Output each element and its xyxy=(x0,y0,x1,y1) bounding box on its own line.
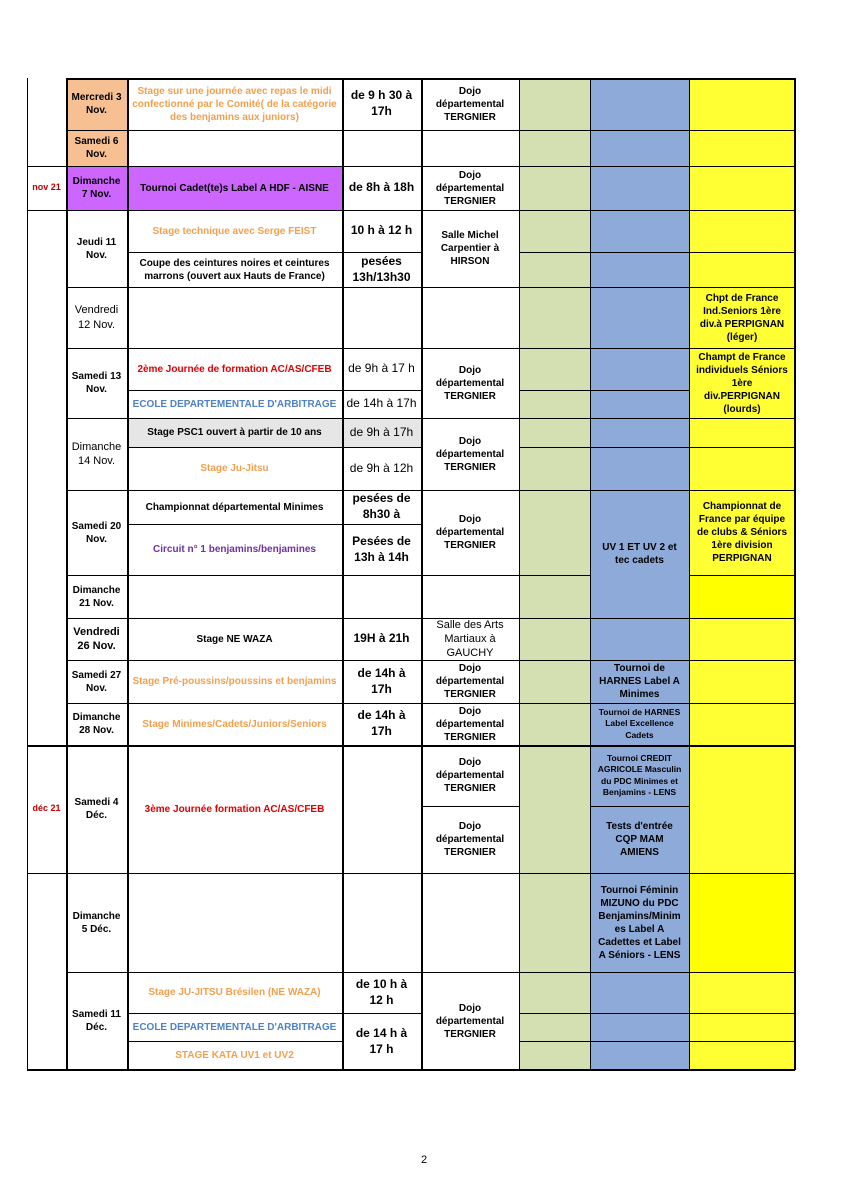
time-10: Pesées de 13h à 14h xyxy=(352,533,411,564)
int-cell xyxy=(689,660,795,703)
date-sam27: Samedi 27 Nov. xyxy=(71,669,122,694)
grid-line xyxy=(27,210,795,211)
event-cell xyxy=(127,130,342,166)
date-dim7: Dimanche 7 Nov. xyxy=(66,166,127,210)
event-17: STAGE KATA UV1 et UV2 xyxy=(175,1050,294,1061)
date-sam4: Samedi 4 Déc. xyxy=(74,797,119,821)
place-cell xyxy=(421,130,519,166)
nat-cell xyxy=(519,575,590,618)
time-cell xyxy=(342,745,421,873)
grid-line xyxy=(27,745,795,747)
event-8: Stage Ju-Jitsu xyxy=(200,463,269,474)
grid-line xyxy=(66,618,795,619)
time-3: 10 h à 12 h xyxy=(350,223,413,238)
nat-cell xyxy=(519,210,590,252)
int-cell xyxy=(689,575,795,618)
grid-line xyxy=(27,166,795,167)
reg-5: Tests d'entrée CQP MAM AMIENS xyxy=(590,806,689,873)
date-ven26: Vendredi 26 Nov. xyxy=(73,625,120,652)
event-9: Championnat départemental Minimes xyxy=(145,501,324,513)
grid-line xyxy=(27,78,28,1070)
reg-cell xyxy=(590,166,689,210)
date-sam13: Samedi 13 Nov. xyxy=(71,371,122,395)
int-1: Chpt de France Ind.Seniors 1ère div.à PERPIGNAN (léger) xyxy=(689,287,795,348)
time-1: de 9 h 30 à 17h xyxy=(350,88,413,118)
int-cell xyxy=(689,1041,795,1070)
event-13: Stage Minimes/Cadets/Juniors/Seniors xyxy=(142,718,327,730)
time-cell xyxy=(342,130,421,166)
place-11: Dojo départemental TERGNIER xyxy=(435,821,505,858)
grid-line xyxy=(127,252,421,253)
nat-cell xyxy=(519,130,590,166)
int-cell xyxy=(689,418,795,447)
grid-line xyxy=(519,447,795,448)
int-2: Champt de France individuels Séniors 1ère div.PERPIGNAN (lourds) xyxy=(689,348,795,418)
reg-cell xyxy=(590,418,689,447)
place-3: Salle Michel Carpentier à HIRSON xyxy=(440,230,500,267)
time-8: de 9h à 12h xyxy=(349,460,414,475)
reg-cell xyxy=(590,390,689,418)
nat-cell xyxy=(519,447,590,490)
grid-line xyxy=(127,390,421,391)
grid-line xyxy=(794,78,796,1070)
int-cell xyxy=(689,1013,795,1041)
grid-line xyxy=(66,575,590,576)
int-cell xyxy=(689,130,795,166)
grid-line xyxy=(66,348,795,349)
place-6: Dojo départemental TERGNIER xyxy=(435,514,505,551)
page-number: 2 xyxy=(420,1154,428,1166)
int-cell xyxy=(689,252,795,287)
grid-line xyxy=(66,130,795,131)
grid-line xyxy=(127,78,129,1070)
int-cell xyxy=(689,447,795,490)
time-11: 19H à 21h xyxy=(353,631,410,646)
grid-line xyxy=(421,78,423,1070)
grid-line xyxy=(66,490,795,491)
time-2: de 8h à 18h xyxy=(348,180,415,195)
nat-cell xyxy=(519,745,590,873)
month-nov: nov 21 xyxy=(32,182,61,193)
reg-cell xyxy=(590,618,689,660)
grid-line xyxy=(519,390,689,391)
time-cell xyxy=(342,873,421,972)
date-dim28: Dimanche 28 Nov. xyxy=(72,712,121,736)
place-10: Dojo départemental TERGNIER xyxy=(435,757,505,794)
event-4: Coupe des ceintures noires et ceintures marrons (ouvert aux Hauts de France) xyxy=(139,257,330,282)
place-12: Dojo départemental TERGNIER xyxy=(435,1002,505,1040)
reg-cell xyxy=(590,447,689,490)
grid-line xyxy=(519,1013,795,1014)
event-10: Circuit n° 1 benjamins/benjamines xyxy=(153,544,316,555)
nat-cell xyxy=(519,348,590,390)
grid-line xyxy=(66,287,795,288)
place-4: Dojo départemental TERGNIER xyxy=(435,364,505,402)
grid-line xyxy=(519,1041,795,1042)
time-5: de 9h à 17 h xyxy=(348,361,415,376)
grid-line xyxy=(127,1041,342,1042)
nat-cell xyxy=(519,873,590,972)
grid-line xyxy=(66,972,795,973)
nat-cell xyxy=(519,660,590,703)
event-15: Stage JU-JITSU Brésilen (NE WAZA) xyxy=(148,987,321,998)
date-dim14: Dimanche 14 Nov. xyxy=(71,440,122,467)
reg-cell xyxy=(590,130,689,166)
grid-line xyxy=(66,78,795,80)
nat-cell xyxy=(519,972,590,1013)
time-4: pesées 13h/13h30 xyxy=(352,253,411,284)
place-1: Dojo départemental TERGNIER xyxy=(435,85,505,123)
reg-4: Tournoi CREDIT AGRICOLE Masculin du PDC Minimes et Benjamins - LENS xyxy=(590,745,689,806)
nat-cell xyxy=(519,252,590,287)
date-sam11: Samedi 11 Déc. xyxy=(72,1009,121,1033)
place-8: Dojo départemental TERGNIER xyxy=(435,663,505,700)
reg-2: Tournoi de HARNES Label A Minimes xyxy=(590,660,689,703)
event-7: Stage PSC1 ouvert à partir de 10 ans xyxy=(127,418,342,447)
grid-line xyxy=(66,703,795,704)
date-dim21: Dimanche 21 Nov. xyxy=(72,584,121,609)
int-cell xyxy=(689,210,795,252)
time-7: de 9h à 17h xyxy=(342,418,421,447)
int-3: Championnat de France par équipe de clubs & Séniors 1ère division PERPIGNAN xyxy=(689,490,795,575)
place-5: Dojo départemental TERGNIER xyxy=(435,435,505,473)
nat-cell xyxy=(519,703,590,745)
time-12: de 14h à 17h xyxy=(357,665,406,696)
nat-cell xyxy=(519,618,590,660)
time-15: de 14 h à 17 h xyxy=(355,1025,408,1056)
event-12: Stage Pré-poussins/poussins et benjamins xyxy=(132,676,337,687)
place-9: Dojo départemental TERGNIER xyxy=(435,705,505,743)
event-11: Stage NE WAZA xyxy=(196,633,273,645)
date-sam20: Samedi 20 Nov. xyxy=(71,520,122,545)
nat-cell xyxy=(519,78,590,130)
grid-line xyxy=(421,806,519,807)
grid-line xyxy=(519,252,795,253)
date-dim5: Dimanche 5 Déc. xyxy=(72,910,121,935)
reg-cell xyxy=(590,348,689,390)
int-cell xyxy=(689,78,795,130)
date-sam6: Samedi 6 Nov. xyxy=(66,130,127,166)
grid-line xyxy=(519,78,520,1070)
reg-cell xyxy=(590,287,689,348)
nat-cell xyxy=(519,418,590,447)
date-jeu11: Jeudi 11 Nov. xyxy=(76,236,117,261)
place-7: Salle des Arts Martiaux à GAUCHY xyxy=(436,618,504,660)
event-cell xyxy=(127,575,342,618)
time-6: de 14h à 17h xyxy=(346,396,417,411)
int-cell xyxy=(689,618,795,660)
reg-cell xyxy=(590,1041,689,1070)
event-5: 2ème Journée de formation AC/AS/CFEB xyxy=(137,363,332,375)
nat-cell xyxy=(519,166,590,210)
event-2: Tournoi Cadet(te)s Label A HDF - AISNE xyxy=(127,166,342,210)
event-6: ECOLE DEPARTEMENTALE D'ARBITRAGE xyxy=(132,398,337,410)
time-cell xyxy=(342,575,421,618)
date-ven12: Vendredi 12 Nov. xyxy=(74,304,119,331)
grid-line xyxy=(66,418,795,419)
nat-cell xyxy=(519,1013,590,1041)
reg-cell xyxy=(590,972,689,1013)
reg-cell xyxy=(590,210,689,252)
nat-cell xyxy=(519,1041,590,1070)
time-cell xyxy=(342,287,421,348)
grid-line xyxy=(27,1069,795,1071)
int-cell xyxy=(689,166,795,210)
grid-line xyxy=(66,660,795,661)
place-cell xyxy=(421,873,519,972)
int-cell xyxy=(689,745,795,873)
event-1: Stage sur une journée avec repas le midi confectionné par le Comité( de la catégorie des benjamins aux juniors) xyxy=(132,85,337,123)
nat-cell xyxy=(519,490,590,575)
int-cell xyxy=(689,873,795,972)
event-3: Stage technique avec Serge FEIST xyxy=(152,225,317,237)
date-mer3: Mercredi 3 Nov. xyxy=(66,78,127,130)
time-14: de 10 h à 12 h xyxy=(355,976,408,1007)
time-9: pesées de 8h30 à xyxy=(352,491,411,521)
int-cell xyxy=(689,972,795,1013)
place-cell xyxy=(421,287,519,348)
event-14: 3ème Journée formation AC/AS/CFEB xyxy=(144,803,325,815)
reg-cell xyxy=(590,1013,689,1041)
grid-line xyxy=(127,524,421,525)
grid-line xyxy=(689,78,690,1070)
place-cell xyxy=(421,575,519,618)
reg-cell xyxy=(590,252,689,287)
grid-line xyxy=(689,575,795,576)
event-cell xyxy=(127,873,342,972)
time-13: de 14h à 17h xyxy=(357,708,406,738)
int-cell xyxy=(689,703,795,745)
event-cell xyxy=(127,287,342,348)
nat-cell xyxy=(519,390,590,418)
grid-line xyxy=(66,78,68,1070)
reg-cell xyxy=(590,78,689,130)
reg-1: UV 1 ET UV 2 et tec cadets xyxy=(590,490,689,618)
reg-3: Tournoi de HARNES Label Excellence Cadets xyxy=(590,703,689,745)
nat-cell xyxy=(519,287,590,348)
grid-line xyxy=(127,1013,421,1014)
grid-line xyxy=(27,873,795,874)
month-dec: déc 21 xyxy=(32,803,61,814)
grid-line xyxy=(590,78,591,1070)
event-16: ECOLE DEPARTEMENTALE D'ARBITRAGE xyxy=(132,1021,337,1033)
reg-6: Tournoi Féminin MIZUNO du PDC Benjamins/Minim es Label A Cadettes et Label A Séniors - LENS xyxy=(590,873,689,972)
grid-line xyxy=(342,78,344,1070)
place-2: Dojo départemental TERGNIER xyxy=(435,169,505,207)
grid-line xyxy=(590,806,689,807)
grid-line xyxy=(127,447,421,448)
